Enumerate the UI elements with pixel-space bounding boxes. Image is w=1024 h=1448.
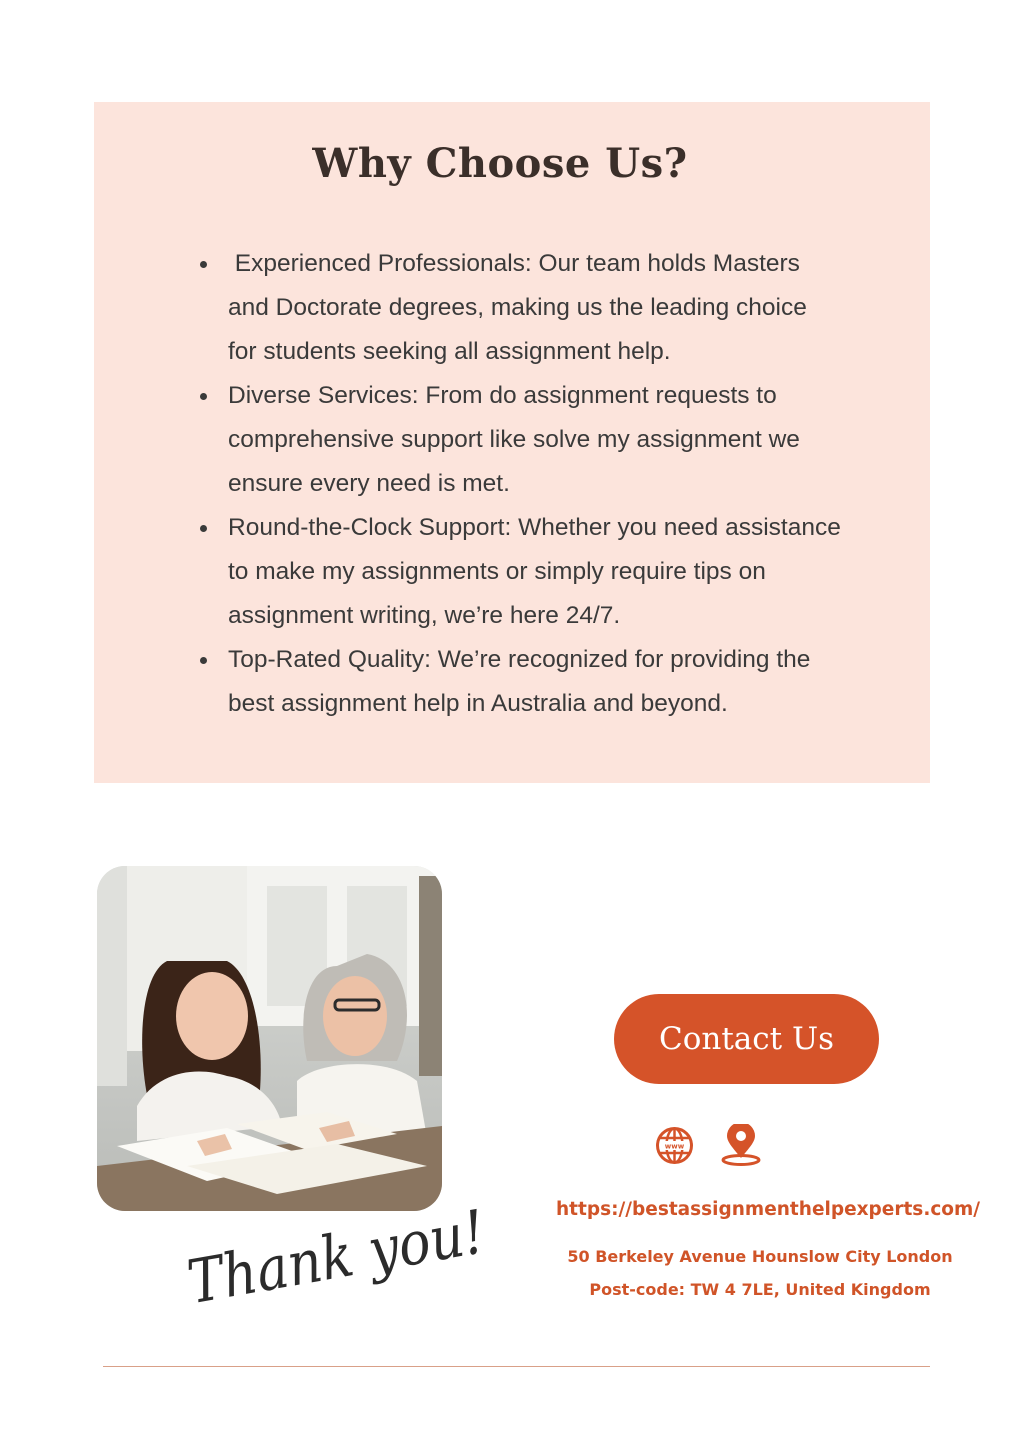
- contact-us-button[interactable]: Contact Us: [614, 994, 879, 1084]
- bullet-icon: [200, 657, 207, 664]
- website-link[interactable]: https://bestassignmenthelpexperts.com/: [556, 1199, 981, 1220]
- feature-item: [228, 374, 918, 506]
- feature-line: Round-the-Clock Support: Whether you need assistance: [228, 514, 841, 541]
- thank-you-signature: [180, 1195, 510, 1310]
- feature-line: comprehensive support like solve my assignment we: [228, 426, 800, 453]
- feature-line: Experienced Professionals: Our team holds Masters: [228, 250, 800, 277]
- section-heading: Why Choose Us?: [312, 140, 688, 187]
- feature-line: ensure every need is met.: [228, 470, 510, 497]
- address-line-2: Post-code: TW 4 7LE, United Kingdom: [589, 1280, 931, 1299]
- feature-line: and Doctorate degrees, making us the leading choice: [228, 294, 807, 321]
- globe-icon: [655, 1126, 694, 1165]
- bullet-icon: [200, 261, 207, 268]
- feature-item: [228, 638, 918, 726]
- feature-item: [228, 506, 918, 638]
- feature-line: Diverse Services: From do assignment requests to: [228, 382, 777, 409]
- tutoring-photo: [97, 866, 442, 1211]
- feature-line: assignment writing, we’re here 24/7.: [228, 602, 621, 629]
- feature-item: [228, 242, 918, 374]
- globe-label: www: [664, 1142, 685, 1151]
- address-block: [540, 1240, 980, 1306]
- feature-line: best assignment help in Australia and beyond.: [228, 690, 728, 717]
- feature-list: [228, 242, 918, 726]
- feature-line: to make my assignments or simply require tips on: [228, 558, 766, 585]
- feature-line: for students seeking all assignment help.: [228, 338, 671, 365]
- bullet-icon: [200, 525, 207, 532]
- footer-divider: [103, 1366, 930, 1367]
- map-pin-icon: [719, 1124, 763, 1166]
- thank-you-text: Thank you!: [182, 1195, 510, 1310]
- bullet-icon: [200, 393, 207, 400]
- address-line-1: 50 Berkeley Avenue Hounslow City London: [567, 1247, 953, 1266]
- feature-line: Top-Rated Quality: We’re recognized for providing the: [228, 646, 811, 673]
